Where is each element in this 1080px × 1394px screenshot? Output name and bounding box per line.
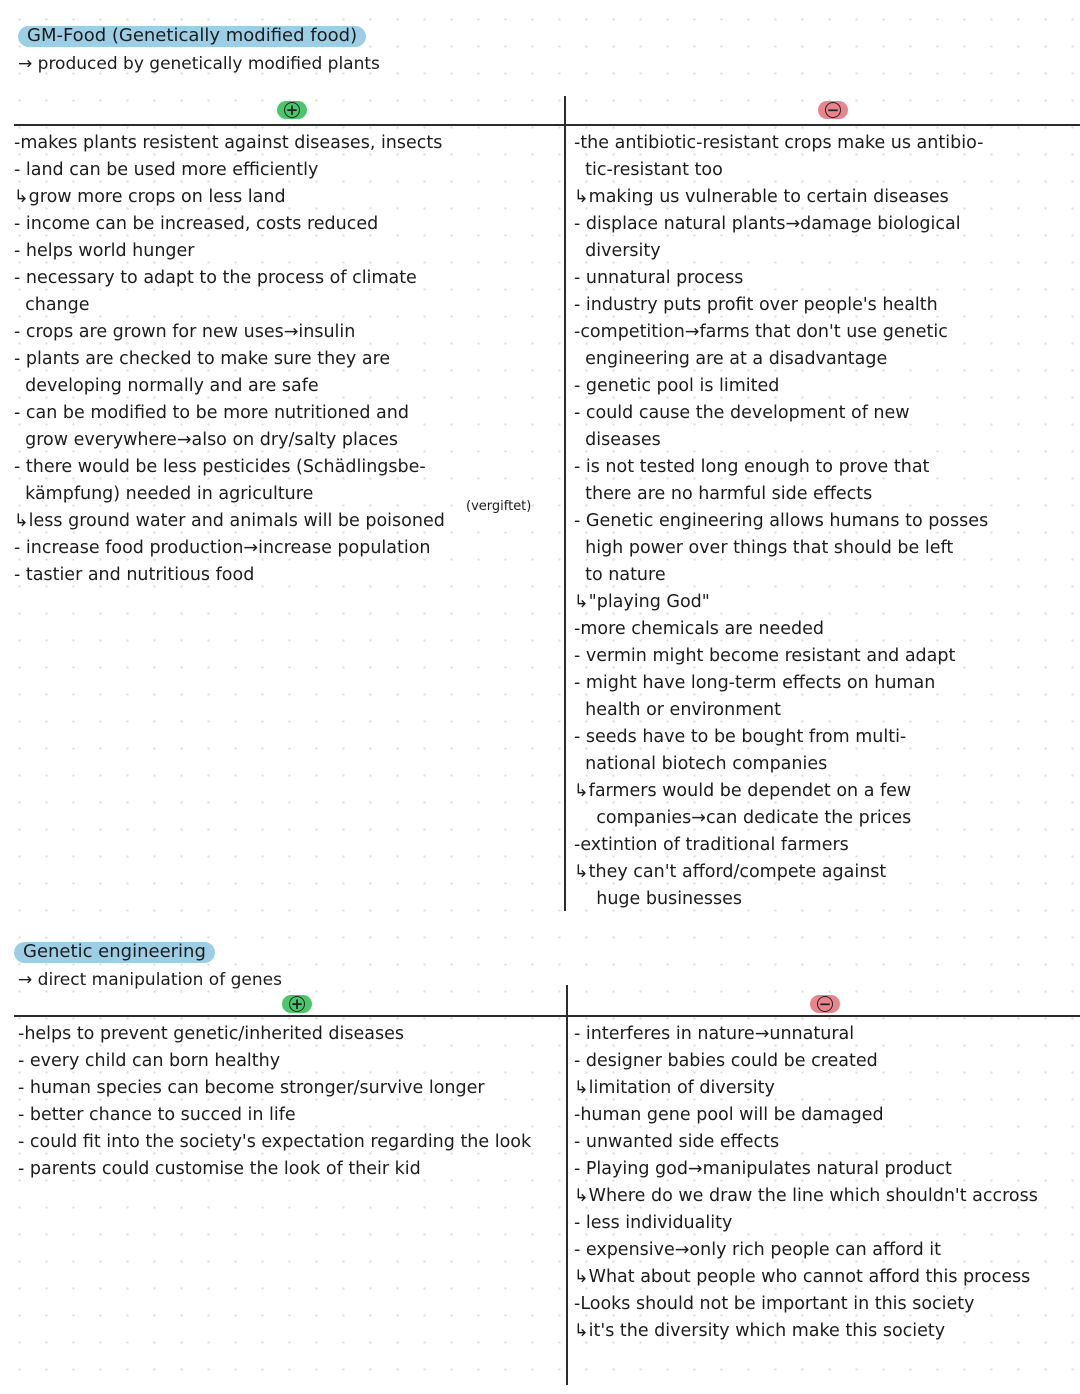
list-item: [14, 238, 559, 265]
list-item-text: grow everywhere→also on dry/salty places: [14, 430, 399, 450]
list-item-text: ↳farmers would be dependet on a few: [574, 781, 912, 801]
section2-pro-symbol: [282, 995, 312, 1013]
list-item-text: -Looks should not be important in this society: [574, 1294, 975, 1314]
list-item: [574, 724, 1074, 751]
list-item-text: there are no harmful side effects: [574, 484, 873, 504]
list-item-text: - land can be used more efficiently: [14, 160, 319, 180]
list-item: [574, 211, 1074, 238]
list-item: [18, 1102, 563, 1129]
list-item: [574, 616, 1074, 643]
list-item-text: -makes plants resistent against diseases, insects: [14, 133, 443, 153]
list-item: [574, 1237, 1074, 1264]
list-item-text: companies→can dedicate the prices: [574, 808, 912, 828]
section1-subtitle: → produced by genetically modified plants: [18, 54, 380, 74]
list-item-text: - could fit into the society's expectation regarding the look: [18, 1132, 532, 1152]
section2-subtitle: → direct manipulation of genes: [18, 970, 282, 990]
list-item-text: ↳limitation of diversity: [574, 1078, 775, 1098]
list-item: [14, 400, 559, 427]
list-item: [574, 832, 1074, 859]
list-item-text: ↳it's the diversity which make this society: [574, 1321, 946, 1341]
list-item-text: ↳making us vulnerable to certain diseases: [574, 187, 949, 207]
list-item: [574, 778, 1074, 805]
minus-icon: −: [818, 994, 832, 1013]
list-item: [574, 1075, 1074, 1102]
list-item: [574, 346, 1074, 373]
list-item: [14, 373, 559, 400]
list-item: [574, 1156, 1074, 1183]
list-item-text: ↳What about people who cannot afford this process: [574, 1267, 1031, 1287]
section1-pros-list: [14, 130, 559, 589]
section1-pro-symbol: [277, 101, 307, 119]
list-item: [574, 508, 1074, 535]
list-item: [14, 184, 559, 211]
list-item: [574, 670, 1074, 697]
list-item-text: - seeds have to be bought from multi-: [574, 727, 907, 747]
list-item-text: -helps to prevent genetic/inherited diseases: [18, 1024, 404, 1044]
list-item: [574, 805, 1074, 832]
list-item: [574, 454, 1074, 481]
list-item: [574, 535, 1074, 562]
list-item: [574, 184, 1074, 211]
list-item: [574, 1021, 1074, 1048]
list-item-text: - expensive→only rich people can afford it: [574, 1240, 941, 1260]
list-item-text: - income can be increased, costs reduced: [14, 214, 379, 234]
list-item-text: - displace natural plants→damage biological: [574, 214, 961, 234]
list-item-text: diseases: [574, 430, 661, 450]
list-item: [574, 1183, 1074, 1210]
list-item: [574, 1318, 1074, 1345]
list-item: [14, 211, 559, 238]
list-item-text: - crops are grown for new uses→insulin: [14, 322, 356, 342]
list-item: [574, 1129, 1074, 1156]
list-item-text: - is not tested long enough to prove that: [574, 457, 930, 477]
list-item-text: - Playing god→manipulates natural product: [574, 1159, 952, 1179]
list-item: [574, 1210, 1074, 1237]
section2-cons-list: [574, 1021, 1074, 1345]
list-item: [574, 886, 1074, 913]
plus-icon: +: [285, 100, 299, 119]
section2-table-divider: [566, 985, 568, 1385]
list-item-text: - genetic pool is limited: [574, 376, 780, 396]
section1-table-top-rule: [14, 124, 1080, 126]
list-item: [14, 427, 559, 454]
list-item-text: high power over things that should be left: [574, 538, 954, 558]
list-item: [574, 697, 1074, 724]
section1-cons-list: [574, 130, 1074, 913]
list-item: [574, 373, 1074, 400]
list-item-text: ↳grow more crops on less land: [14, 187, 286, 207]
list-item: [14, 346, 559, 373]
list-item-text: - can be modified to be more nutritioned and: [14, 403, 409, 423]
list-item-text: to nature: [574, 565, 666, 585]
list-item-text: -the antibiotic-resistant crops make us antibio-: [574, 133, 984, 153]
list-item: [574, 1264, 1074, 1291]
list-item: [574, 1048, 1074, 1075]
list-item-text: - unwanted side effects: [574, 1132, 780, 1152]
list-item-text: - parents could customise the look of their kid: [18, 1159, 421, 1179]
list-item: [574, 238, 1074, 265]
list-item-text: health or environment: [574, 700, 782, 720]
list-item-text: - interferes in nature→unnatural: [574, 1024, 855, 1044]
list-item: [18, 1048, 563, 1075]
list-item-text: ↳Where do we draw the line which shouldn't accross: [574, 1186, 1038, 1206]
list-item-text: - human species can become stronger/survive longer: [18, 1078, 485, 1098]
list-item: [574, 562, 1074, 589]
list-item-text: - industry puts profit over people's health: [574, 295, 938, 315]
list-item-text: - Genetic engineering allows humans to posses: [574, 511, 989, 531]
list-item: [574, 589, 1074, 616]
list-item-text: - tastier and nutritious food: [14, 565, 255, 585]
list-item-text: - helps world hunger: [14, 241, 195, 261]
list-item-text: -competition→farms that don't use genetic: [574, 322, 948, 342]
list-item-text: national biotech companies: [574, 754, 828, 774]
list-item-text: - could cause the development of new: [574, 403, 910, 423]
list-item: [574, 643, 1074, 670]
section2-con-symbol: [810, 995, 840, 1013]
list-item: [14, 265, 559, 292]
list-item-text: - every child can born healthy: [18, 1051, 281, 1071]
section2-pros-list: [18, 1021, 563, 1183]
list-item: [574, 292, 1074, 319]
list-item-text: ↳less ground water and animals will be poisoned: [14, 511, 445, 531]
list-item: [14, 454, 559, 481]
list-item-text: - might have long-term effects on human: [574, 673, 936, 693]
list-item: [574, 265, 1074, 292]
list-item-text: developing normally and are safe: [14, 376, 319, 396]
list-item: [574, 427, 1074, 454]
list-item-text: kämpfung) needed in agriculture: [14, 484, 314, 504]
list-item-text: huge businesses: [574, 889, 743, 909]
section1-con-symbol: [818, 101, 848, 119]
list-item-text: - designer babies could be created: [574, 1051, 878, 1071]
list-item: [574, 130, 1074, 157]
list-item-text: diversity: [574, 241, 661, 261]
list-item: [14, 319, 559, 346]
list-item: [14, 130, 559, 157]
list-item-text: ↳"playing God": [574, 592, 710, 612]
list-item: [574, 157, 1074, 184]
list-item: [14, 157, 559, 184]
list-item: [574, 751, 1074, 778]
section2-title: Genetic engineering: [14, 942, 215, 963]
list-item: [574, 400, 1074, 427]
list-item: [14, 292, 559, 319]
list-item: [574, 481, 1074, 508]
list-item-text: - vermin might become resistant and adapt: [574, 646, 956, 666]
plus-icon: +: [290, 994, 304, 1013]
list-item: [18, 1075, 563, 1102]
list-item-text: - unnatural process: [574, 268, 744, 288]
minus-icon: −: [826, 100, 840, 119]
list-item: [18, 1129, 563, 1156]
list-item-text: - better chance to succed in life: [18, 1105, 296, 1125]
list-item-text: engineering are at a disadvantage: [574, 349, 888, 369]
list-item-text: -human gene pool will be damaged: [574, 1105, 884, 1125]
section1-table-divider: [564, 96, 566, 911]
section2-table-top-rule: [14, 1015, 1080, 1017]
list-item: [574, 1291, 1074, 1318]
section1-title: GM-Food (Genetically modified food): [18, 26, 366, 47]
list-item-text: - increase food production→increase population: [14, 538, 431, 558]
list-item-text: tic-resistant too: [574, 160, 723, 180]
list-item-text: - necessary to adapt to the process of climate: [14, 268, 417, 288]
list-item-text: - less individuality: [574, 1213, 733, 1233]
list-item: [574, 1102, 1074, 1129]
vergiftet-note: (vergiftet): [466, 499, 532, 514]
list-item-text: -extintion of traditional farmers: [574, 835, 849, 855]
list-item-text: - plants are checked to make sure they are: [14, 349, 391, 369]
list-item-text: ↳they can't afford/compete against: [574, 862, 887, 882]
list-item: [14, 535, 559, 562]
list-item-text: -more chemicals are needed: [574, 619, 824, 639]
list-item-text: change: [14, 295, 90, 315]
list-item: [574, 319, 1074, 346]
list-item: [574, 859, 1074, 886]
list-item-text: - there would be less pesticides (Schädlingsbe-: [14, 457, 426, 477]
list-item: [18, 1021, 563, 1048]
list-item: [14, 562, 559, 589]
list-item: [18, 1156, 563, 1183]
